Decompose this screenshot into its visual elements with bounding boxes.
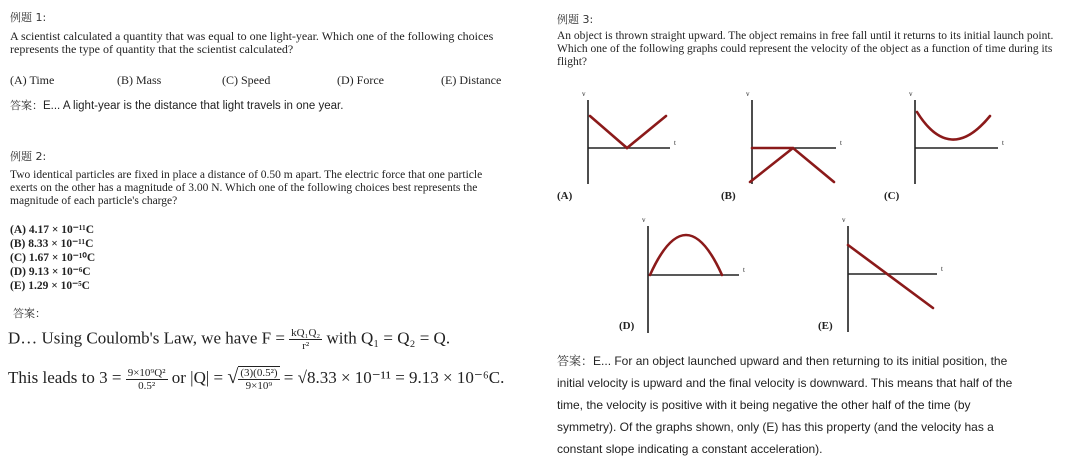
answer-label: 答案： bbox=[557, 354, 594, 368]
ex2-option-a: (A) 4.17 × 10⁻¹¹C bbox=[10, 224, 95, 236]
answer-label: 答案： bbox=[10, 99, 43, 112]
ex1-option-b: (B) Mass bbox=[117, 73, 162, 87]
graph-c-v-label: v bbox=[909, 90, 913, 98]
example-2-title: 例题 2: bbox=[10, 150, 47, 163]
graph-a-v-label: v bbox=[582, 90, 586, 98]
example-3-title: 例题 3: bbox=[557, 13, 594, 26]
answer-line-1: E... For an object launched upward and then returning to its initial position, the bbox=[593, 354, 1008, 368]
ex1-option-a: (A) Time bbox=[10, 73, 55, 87]
ex1-option-e: (E) Distance bbox=[441, 73, 502, 87]
coulomb-fraction: $\frac{\text{kQ₁Q₂}}{\text{r²}}$ bbox=[291, 327, 321, 352]
graph-a-label: (A) bbox=[557, 190, 573, 202]
graph-d-t-label: t bbox=[743, 266, 745, 274]
ex1-option-c: (C) Speed bbox=[222, 73, 271, 87]
answer-line-5: constant slope indicating a constant acceleration). bbox=[557, 442, 823, 456]
graph-c-t-label: t bbox=[1002, 139, 1004, 147]
example-1-title: 例题 1: bbox=[10, 11, 47, 24]
graph-a-curve bbox=[590, 116, 666, 148]
root-fraction: $\frac{\text{(3)(0.5²)}}{\text{9×10⁹}}$ bbox=[240, 367, 278, 393]
graph-d-label: (D) bbox=[619, 320, 635, 332]
graph-b-curve bbox=[750, 148, 834, 182]
ex3-answer bbox=[557, 350, 1067, 460]
ex2-option-c: (C) 1.67 × 10⁻¹⁰C bbox=[10, 252, 96, 264]
graph-c-label: (C) bbox=[884, 190, 900, 202]
answer-line-2: initial velocity is upward and the final velocity is downward. This means that half of the bbox=[557, 376, 1013, 390]
graph-e-curve bbox=[848, 245, 933, 308]
example-2-question: Two identical particles are fixed in place a distance of 0.50 m apart. The electric force that one particle exerts on the other has a magnitude of 3.00 N. Which one of the following choices best represents the magnitude of each particle's charge? bbox=[10, 169, 483, 207]
ex2-answer-label: 答案： bbox=[13, 307, 46, 320]
answer-line-3: time, the velocity is positive with it being negative the other half of the time (by bbox=[557, 398, 971, 412]
graph-c-curve bbox=[917, 112, 990, 140]
graph-b-t-label: t bbox=[840, 139, 842, 147]
example-3-question: An object is thrown straight upward. The object remains in free fall until it returns to its initial launch point. Which one of the following graphs could represent the velocity of the object as a function of time during its flight? bbox=[557, 30, 1054, 68]
answer-text: E... A light-year is the distance that light travels in one year. bbox=[43, 100, 344, 112]
graph-d-curve bbox=[650, 235, 722, 275]
left-fraction: $\frac{\text{9×10⁹Q²}}{\text{0.5²}}$ bbox=[127, 366, 166, 392]
graph-b-label: (B) bbox=[721, 190, 736, 202]
graph-e-t-label: t bbox=[941, 265, 943, 273]
ex2-option-d: (D) 9.13 × 10⁻⁶C bbox=[10, 266, 91, 278]
ex2-solution-line-1: D… Using Coulomb's Law, we have F = $\frac{\text{kQ₁Q₂}}{\text{r²}}$ with Q₁ = Q₂ = Q. bbox=[8, 327, 451, 352]
graph-a-t-label: t bbox=[674, 139, 676, 147]
graph-e-v-label: v bbox=[842, 216, 846, 224]
graph-b-v-label: v bbox=[746, 90, 750, 98]
ex2-solution-line-2: This leads to 3 = $\frac{\text{9×10⁹Q²}}{\text{0.5²}}$ or |Q| = √ $\frac{\text{(3)(0.5²)}}{\text{9×10⁹}}$ = √8.33 × 10⁻¹¹ = 9.13 × 10⁻⁶C. bbox=[8, 366, 505, 393]
graph-e-label: (E) bbox=[818, 320, 833, 332]
graph-d-v-label: v bbox=[642, 216, 646, 224]
answer-line-4: symmetry). Of the graphs shown, only (E) has this property (and the velocity has a bbox=[557, 420, 994, 434]
ex2-option-b: (B) 8.33 × 10⁻¹¹C bbox=[10, 238, 94, 250]
ex1-option-d: (D) Force bbox=[337, 73, 384, 87]
ex2-option-e: (E) 1.29 × 10⁻⁵C bbox=[10, 280, 90, 292]
example-1-question: A scientist calculated a quantity that was equal to one light-year. Which one of the following choices represents the type of quantity that the scientist calculated? bbox=[10, 29, 494, 56]
